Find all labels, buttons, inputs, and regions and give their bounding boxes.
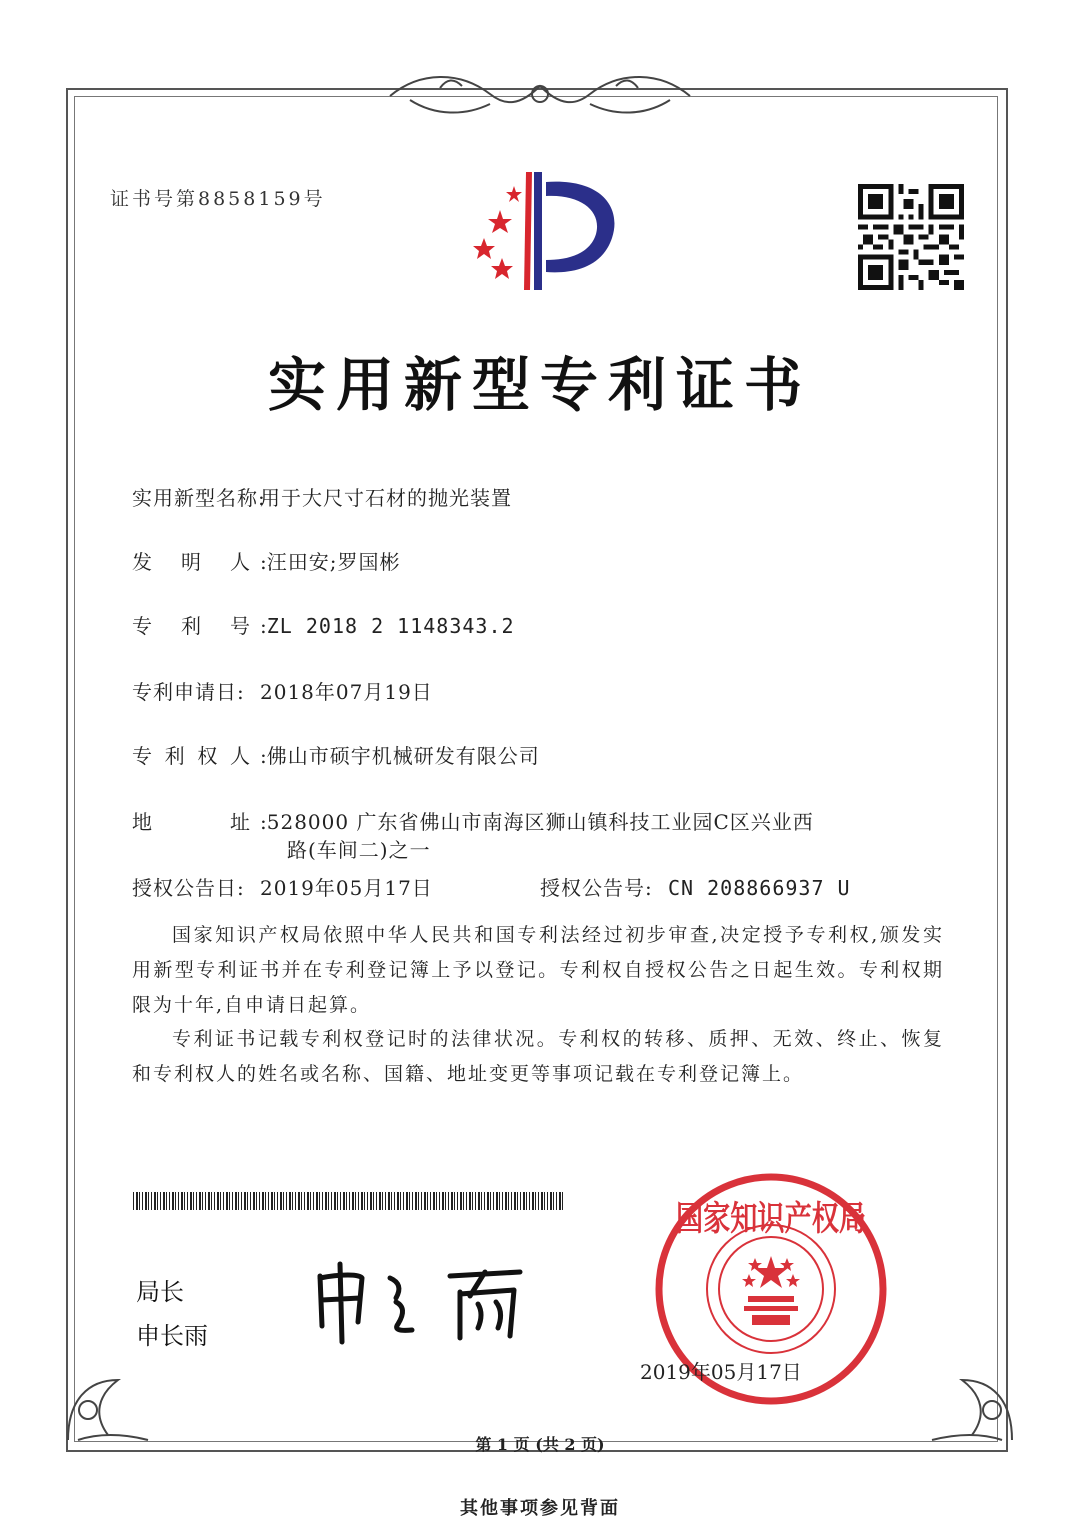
field-grant-number [540,872,851,901]
seal-date: 2019年05月17日 [640,1360,802,1384]
qr-code-icon [858,184,964,290]
field-value: 用于大尺寸石材的抛光装置 [260,486,512,510]
certificate-number: 证书号第8858159号 [110,188,326,210]
field-label: 地 址 [132,810,250,834]
field-label: 专 利 权 人 [132,744,250,768]
field-application-date [132,676,433,705]
field-label: 授权公告日: [132,876,245,900]
statement-paragraph-2: 专利证书记载专利权登记时的法律状况。专利权的转移、质押、无效、终止、恢复和专利权人的姓名或名称、国籍、地址变更等事项记载在专利登记簿上。 [132,1028,944,1085]
field-label: 专利申请日: [132,680,245,704]
statement-paragraph-1: 国家知识产权局依照中华人民共和国专利法经过初步审查,决定授予专利权,颁发实用新型专利证书并在专利登记簿上予以登记。专利权自授权公告之日起生效。专利权期限为十年,自申请日起算。 [132,924,944,1016]
field-label: 授权公告号: [540,876,653,900]
page-number: 第 1 页 (共 2 页) [475,1435,605,1454]
top-ornament [380,66,700,126]
barcode [133,1192,565,1210]
seal-text: 国家知识产权局 [676,1199,866,1239]
field-inventor: 发 明 人 :汪田安;罗国彬 [132,546,401,575]
field-utility-model-name [132,482,512,511]
field-address-line-2: 路(车间二)之一 [287,838,431,862]
field-label: 发 明 人 [132,550,250,574]
field-value: CN 208866937 U [668,876,851,900]
field-value: 2018年07月19日 [260,680,433,704]
field-patentee: 专 利 权 人 :佛山市硕宇机械研发有限公司 [132,740,540,769]
field-value: 528000 广东省佛山市南海区狮山镇科技工业园C区兴业西 [266,810,814,834]
field-patent-number: 专 利 号 :ZL 2018 2 1148343.2 [132,610,515,639]
certificate-title: 实用新型专利证书 [267,351,812,419]
field-value: 2019年05月17日 [260,876,433,900]
director-signature [300,1256,550,1346]
field-label: 实用新型名称: [132,486,266,510]
field-value: 佛山市硕宇机械研发有限公司 [266,744,540,768]
field-address: 地 址 :528000 广东省佛山市南海区狮山镇科技工业园C区兴业西 [132,806,814,835]
patent-office-logo-icon [462,168,632,298]
field-label: 专 利 号 [132,614,250,638]
field-grant-date [132,872,433,901]
field-value: 汪田安;罗国彬 [266,550,401,574]
field-value: ZL 2018 2 1148343.2 [266,614,515,638]
footer-note: 其他事项参见背面 [460,1498,620,1519]
director-title: 局长 [136,1278,184,1306]
director-name: 申长雨 [136,1322,208,1350]
